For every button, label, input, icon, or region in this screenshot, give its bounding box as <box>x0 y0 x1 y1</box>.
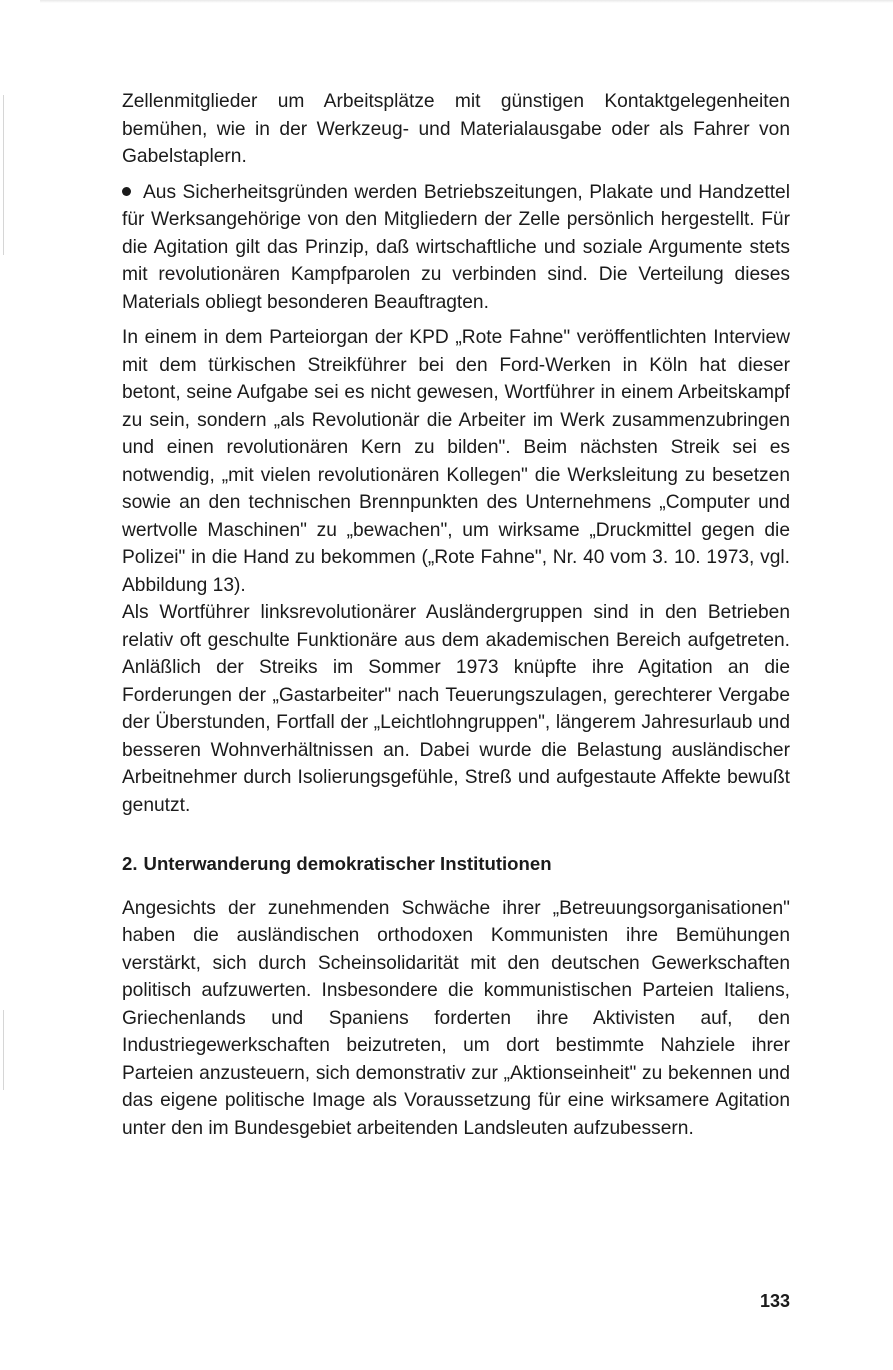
bullet-paragraph <box>122 179 790 317</box>
bullet-paragraph-text: Aus Sicherheitsgründen werden Betriebszeitungen, Plakate und Handzettel für Werksangehörige von den Mitgliedern der Zelle persönlich hergestellt. Für die Agitation gilt das Prinzip, daß wirtschaftliche und soziale Argumente stets mit revolutionären Kampfparolen zu verbinden sind. Die Verteilung dieses Materials obliegt besonderen Beauftragten. <box>122 181 790 313</box>
paragraph-continued: Zellenmitglieder um Arbeitsplätze mit günstigen Kontaktgelegenheiten bemühen, wie in der Werkzeug- und Materialausgabe oder als Fahrer von Gabelstaplern. <box>122 91 790 167</box>
page-content <box>122 88 790 1142</box>
page-top-edge <box>40 0 893 3</box>
paragraph-spokesmen: Als Wortführer linksrevolutionärer Ausländergruppen sind in den Betrieben relativ oft geschulte Funktionäre aus dem akademischen Bereich aufgetreten. Anläßlich der Streiks im Sommer 1973 knüpfte ihre Agitation an die Forderungen der „Gastarbeiter" nach Teuerungszulagen, gerechterer Vergabe der Überstunden, Fortfall der „Leichtlohngruppen", längerem Jahresurlaub und besseren Wohnverhältnissen an. Dabei wurde die Belastung ausländischer Arbeitnehmer durch Isolierungsgefühle, Streß und aufgestaute Affekte bewußt genutzt. <box>122 602 790 816</box>
section-heading <box>122 850 790 878</box>
section-number: 2. <box>122 853 138 874</box>
page-margin-mark <box>3 95 4 255</box>
paragraph-interview: In einem in dem Parteiorgan der KPD „Rote Fahne" veröffentlichten Interview mit dem türkischen Streikführer bei den Ford-Werken in Köln hat dieser betont, seine Aufgabe sei es nicht gewesen, Wortführer in einem Arbeitskampf zu sein, sondern „als Revolutionär die Arbeiter im Werk zusammenzubringen und einen revolutionären Kern zu bilden". Beim nächsten Streik sei es notwendig, „mit vielen revolutionären Kollegen" die Werksleitung zu besetzen sowie an den technischen Brennpunkten des Unternehmens „Computer und wertvolle Maschinen" zu „bewachen", um wirksame „Druckmittel gegen die Polizei" in die Hand zu bekommen („Rote Fahne", Nr. 40 vom 3. 10. 1973, vgl. Abbildung 13). <box>122 327 790 596</box>
page-number: 133 <box>759 1291 790 1311</box>
section-title: Unterwanderung demokratischer Institutionen <box>143 853 552 874</box>
bullet-icon <box>122 187 131 196</box>
page-margin-mark <box>3 1010 4 1090</box>
section-paragraph: Angesichts der zunehmenden Schwäche ihrer „Betreuungsorganisationen" haben die ausländischen orthodoxen Kommunisten ihre Bemühungen verstärkt, sich durch Scheinsolidarität mit den deutschen Gewerkschaften politisch aufzuwerten. Insbesondere die kommunistischen Parteien Italiens, Griechenlands und Spaniens forderten ihre Aktivisten auf, den Industriegewerkschaften beizutreten, um dort bestimmte Nahziele ihrer Parteien anzusteuern, sich demonstrativ zur „Aktionseinheit" zu bekennen und das eigene politische Image als Voraussetzung für eine wirksamere Agitation unter den im Bundesgebiet arbeitenden Landsleuten aufzubessern. <box>122 897 790 1139</box>
